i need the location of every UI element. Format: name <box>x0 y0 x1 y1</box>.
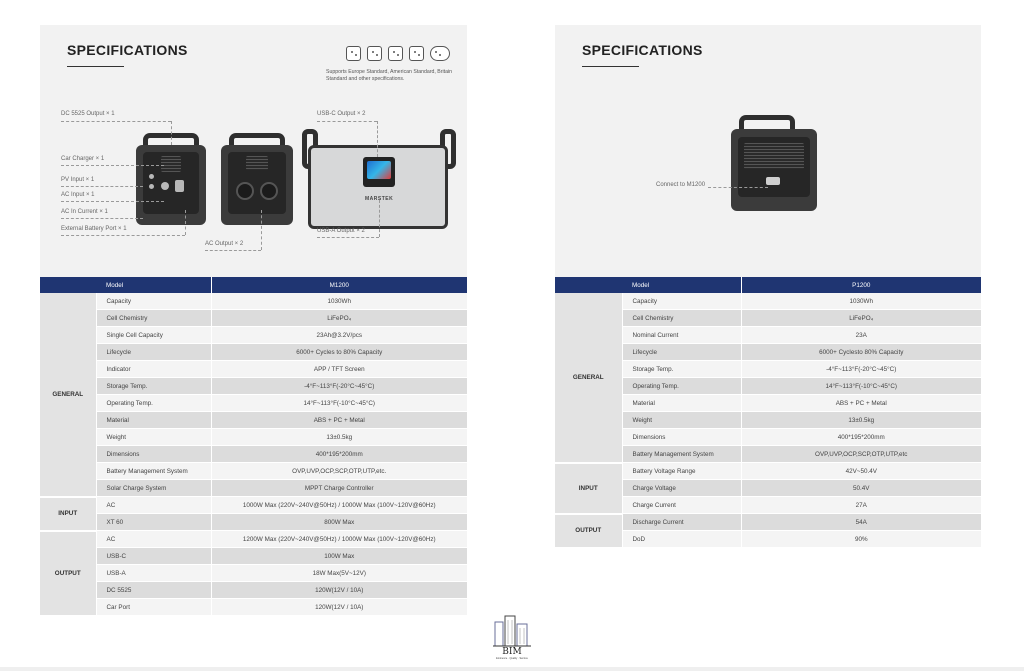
leader-line <box>205 250 261 251</box>
callout-connect-m1200: Connect to M1200 <box>656 182 706 188</box>
row-value: 23A <box>741 327 981 344</box>
row-value: OVP,UVP,OCP,SCP,OTP,UTP,etc <box>741 446 981 463</box>
brand-label: MARSTEK <box>365 196 394 202</box>
row-value: ABS + PC + Metal <box>211 412 467 429</box>
row-value: 6000+ Cyclesto 80% Capacity <box>741 344 981 361</box>
row-value: 120W(12V / 10A) <box>211 582 467 599</box>
vent-grille <box>161 156 181 172</box>
row-label: Cell Chemistry <box>622 310 741 327</box>
row-value: -4°F~113°F(-20°C~45°C) <box>211 378 467 395</box>
table-row <box>40 293 467 310</box>
row-label: Charge Current <box>622 497 741 514</box>
spec-title-left: SPECIFICATIONS <box>67 42 188 58</box>
leader-line <box>61 235 185 236</box>
p1200-battery-image <box>731 129 817 211</box>
row-value: 1030Wh <box>211 293 467 310</box>
m1200-front-image <box>308 145 448 229</box>
m1200-side-ports-image <box>136 145 206 225</box>
row-value: 100W Max <box>211 548 467 565</box>
row-label: Weight <box>622 412 741 429</box>
group-label: INPUT <box>40 497 96 531</box>
header-model-value: M1200 <box>211 277 467 293</box>
row-label: AC <box>96 497 211 514</box>
table-row <box>40 395 467 412</box>
row-label: Indicator <box>96 361 211 378</box>
row-label: Storage Temp. <box>622 361 741 378</box>
row-label: Capacity <box>622 293 741 310</box>
row-label: Car Port <box>96 599 211 616</box>
row-value: 14°F~113°F(-10°C~45°C) <box>211 395 467 412</box>
row-label: Charge Voltage <box>622 480 741 497</box>
table-row <box>40 599 467 616</box>
socket-support-text: Supports Europe Standard, American Standard, Britain Standard and other specifications. <box>326 69 453 82</box>
callout-car-charger: Car Charger × 1 <box>61 156 105 162</box>
row-label: DoD <box>622 531 741 548</box>
row-label: Operating Temp. <box>622 378 741 395</box>
row-label: Dimensions <box>622 429 741 446</box>
row-value: 800W Max <box>211 514 467 531</box>
row-value: -4°F~113°F(-20°C~45°C) <box>741 361 981 378</box>
callout-pv-input: PV Input × 1 <box>61 177 95 183</box>
row-label: Capacity <box>96 293 211 310</box>
row-label: Discharge Current <box>622 514 741 531</box>
row-value: 18W Max(5V~12V) <box>211 565 467 582</box>
vent-grille <box>246 156 268 170</box>
table-body <box>40 293 467 616</box>
row-value: 400*195*200mm <box>741 429 981 446</box>
p1200-product-panel <box>555 25 981 277</box>
leader-line <box>61 121 171 122</box>
row-label: Material <box>96 412 211 429</box>
leader-line <box>317 237 379 238</box>
vent-grille <box>744 143 804 169</box>
group-label: GENERAL <box>555 293 622 463</box>
header-model-value: P1200 <box>741 277 981 293</box>
leader-line <box>708 187 768 188</box>
row-label: Battery Management System <box>622 446 741 463</box>
leader-line <box>61 186 143 187</box>
callout-ac-in-current: AC In Current × 1 <box>61 209 108 215</box>
row-value: LiFePO₄ <box>741 310 981 327</box>
socket-icon-row <box>346 46 450 61</box>
row-label: USB-A <box>96 565 211 582</box>
row-label: Lifecycle <box>622 344 741 361</box>
bottom-bar <box>0 667 1024 671</box>
battery-port-icon <box>175 180 184 192</box>
header-model-label: Model <box>622 277 741 293</box>
table-row <box>40 531 467 548</box>
row-label: Weight <box>96 429 211 446</box>
table-row <box>40 582 467 599</box>
row-value: 1030Wh <box>741 293 981 310</box>
row-value: 42V~50.4V <box>741 463 981 480</box>
table-row <box>555 463 981 480</box>
table-row <box>40 412 467 429</box>
ac-input-port-icon <box>161 182 169 190</box>
table-row <box>40 463 467 480</box>
group-label: OUTPUT <box>555 514 622 548</box>
leader-line <box>317 121 377 122</box>
row-label: Cell Chemistry <box>96 310 211 327</box>
row-value: 13±0.5kg <box>741 412 981 429</box>
row-value: ABS + PC + Metal <box>741 395 981 412</box>
table-row <box>40 548 467 565</box>
header-blank <box>555 277 622 293</box>
table-header-row <box>555 277 981 293</box>
table-body <box>555 293 981 548</box>
row-value: 50.4V <box>741 480 981 497</box>
ac-outlet-icon <box>260 182 278 200</box>
title-underline <box>582 66 639 67</box>
leader-line <box>377 121 378 157</box>
row-value: 6000+ Cycles to 80% Capacity <box>211 344 467 361</box>
table-row <box>40 446 467 463</box>
callout-ac-output: AC Output × 2 <box>205 241 244 247</box>
row-value: 27A <box>741 497 981 514</box>
header-blank <box>40 277 96 293</box>
ac-outlet-icon <box>236 182 254 200</box>
tft-screen <box>363 157 395 187</box>
leader-line <box>185 210 186 235</box>
spec-title-right: SPECIFICATIONS <box>582 42 703 58</box>
port-panel <box>143 152 199 214</box>
bim-logo <box>489 614 535 664</box>
outlet-panel <box>228 152 286 214</box>
row-label: Battery Management System <box>96 463 211 480</box>
table-row <box>40 327 467 344</box>
table-row <box>40 310 467 327</box>
leader-line <box>61 165 164 166</box>
callout-ac-input: AC Input × 1 <box>61 192 95 198</box>
table-row <box>555 514 981 531</box>
row-label: Battery Voltage Range <box>622 463 741 480</box>
row-label: Nominal Current <box>622 327 741 344</box>
table-header-row <box>40 277 467 293</box>
row-label: Solar Charge System <box>96 480 211 497</box>
screen-display <box>367 161 391 179</box>
us-socket-icon <box>367 46 382 61</box>
row-value: 23Ah@3.2V/pcs <box>211 327 467 344</box>
header-model-label: Model <box>96 277 211 293</box>
row-value: 54A <box>741 514 981 531</box>
table-row <box>555 293 981 310</box>
row-value: 90% <box>741 531 981 548</box>
row-label: Lifecycle <box>96 344 211 361</box>
table-row <box>40 361 467 378</box>
row-label: AC <box>96 531 211 548</box>
callout-external-battery: External Battery Port × 1 <box>61 226 127 232</box>
row-value: 13±0.5kg <box>211 429 467 446</box>
title-underline <box>67 66 124 67</box>
dc-port-icon <box>149 174 154 179</box>
row-label: Single Cell Capacity <box>96 327 211 344</box>
row-label: Storage Temp. <box>96 378 211 395</box>
pv-port-icon <box>149 184 154 189</box>
table-row <box>40 378 467 395</box>
group-label: INPUT <box>555 463 622 514</box>
row-value: 1200W Max (220V~240V@50Hz) / 1000W Max (100V~120V@60Hz) <box>211 531 467 548</box>
row-label: Material <box>622 395 741 412</box>
row-label: Dimensions <box>96 446 211 463</box>
m1200-product-panel <box>40 25 467 277</box>
table-row <box>40 480 467 497</box>
leader-line <box>261 210 262 250</box>
table-row <box>40 344 467 361</box>
row-label: USB-C <box>96 548 211 565</box>
row-value: 400*195*200mm <box>211 446 467 463</box>
row-value: MPPT Charge Controller <box>211 480 467 497</box>
callout-usb-a: USB-A Output × 2 <box>317 228 365 234</box>
row-value: APP / TFT Screen <box>211 361 467 378</box>
callout-usb-c: USB-C Output × 2 <box>317 111 366 117</box>
oval-socket-icon <box>430 46 450 61</box>
m1200-side-outlets-image <box>221 145 293 225</box>
table-row <box>40 514 467 531</box>
battery-connector-icon <box>766 177 780 185</box>
battery-front-panel <box>738 137 810 197</box>
row-label: Operating Temp. <box>96 395 211 412</box>
row-label: XT 60 <box>96 514 211 531</box>
group-label: GENERAL <box>40 293 96 497</box>
row-label: DC 5525 <box>96 582 211 599</box>
p1200-spec-table <box>555 277 981 549</box>
table-row <box>40 497 467 514</box>
group-label: OUTPUT <box>40 531 96 616</box>
row-value: 1000W Max (220V~240V@50Hz) / 1000W Max (100V~120V@60Hz) <box>211 497 467 514</box>
row-value: 120W(12V / 10A) <box>211 599 467 616</box>
eu-socket-icon <box>346 46 361 61</box>
m1200-spec-table <box>40 277 467 617</box>
leader-line <box>61 201 164 202</box>
row-value: OVP,UVP,OCP,SCP,OTP,UTP,etc. <box>211 463 467 480</box>
leader-line <box>61 218 143 219</box>
au-socket-icon <box>409 46 424 61</box>
row-value: 14°F~113°F(-10°C~45°C) <box>741 378 981 395</box>
row-value: LiFePO₄ <box>211 310 467 327</box>
building-logo-icon <box>489 614 535 648</box>
logo-text: BIM <box>502 647 522 657</box>
table-row <box>40 565 467 582</box>
logo-subtext: Eminence · Quality · Service <box>496 657 528 660</box>
leader-line <box>171 121 172 145</box>
table-row <box>40 429 467 446</box>
callout-dc5525: DC 5525 Output × 1 <box>61 111 115 117</box>
leader-line <box>379 200 380 237</box>
uk-socket-icon <box>388 46 403 61</box>
